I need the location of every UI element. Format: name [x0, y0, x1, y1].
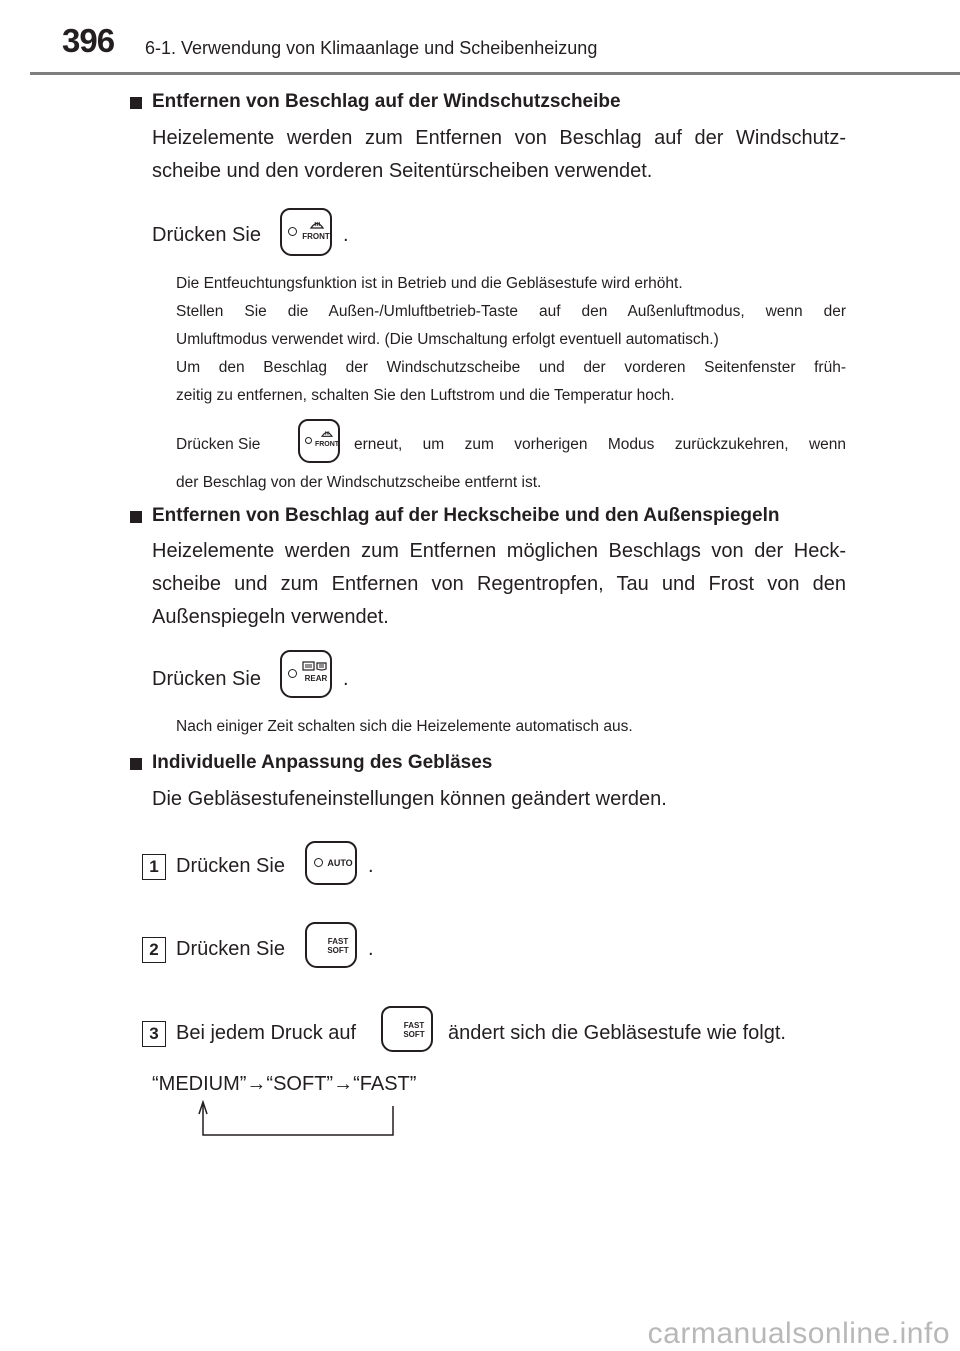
indicator-icon [288, 227, 297, 236]
fast-soft-button [381, 1006, 433, 1052]
windshield-defogger-icon [309, 218, 325, 230]
note-line: Um den Beschlag der Windschutzscheibe und der vorderen Seitenfenster früh- [176, 359, 846, 376]
front-defogger-button [280, 208, 332, 256]
press-instruction: Drücken Sie [152, 224, 261, 246]
note: Nach einiger Zeit schalten sich die Heizelemente automatisch aus. [176, 718, 633, 735]
step-end: . [368, 855, 374, 877]
press-end: . [343, 224, 349, 246]
step-text: Drücken Sie [176, 938, 285, 960]
auto-button [305, 841, 357, 885]
note-press-end: erneut, um zum vorherigen Modus zurückzukehren, wenn [354, 436, 846, 453]
button-label: AUTO [327, 858, 353, 868]
note-line: Die Entfeuchtungsfunktion ist in Betrieb und die Gebläsestufe wird erhöht. [176, 275, 683, 292]
cycle-return-arrow-icon [195, 1100, 400, 1140]
step-text: Bei jedem Druck auf [176, 1022, 357, 1044]
section-heading: Entfernen von Beschlag auf der Windschutzscheibe [152, 91, 621, 112]
fast-soft-button [305, 922, 357, 968]
body-line: Heizelemente werden zum Entfernen von Beschlag auf der Windschutz- [152, 127, 846, 149]
note-line: Umluftmodus verwendet wird. (Die Umschaltung erfolgt eventuell automatisch.) [176, 331, 719, 348]
step-end: ändert sich die Gebläsestufe wie folgt. [448, 1022, 786, 1044]
rear-defogger-button [280, 650, 332, 698]
button-label: FAST SOFT [403, 1021, 425, 1039]
step-end: . [368, 938, 374, 960]
windshield-defogger-icon [320, 428, 334, 438]
page-number: 396 [62, 22, 115, 59]
press-end: . [343, 668, 349, 690]
button-label: REAR [304, 674, 328, 683]
bullet-square-icon [130, 97, 142, 109]
press-instruction: Drücken Sie [152, 668, 261, 690]
section-heading: Entfernen von Beschlag auf der Heckscheibe und den Außenspiegeln [152, 505, 780, 526]
note-press: Drücken Sie [176, 436, 261, 453]
section-body [152, 535, 846, 634]
header-divider [30, 72, 960, 75]
step-number: 3 [142, 1021, 166, 1047]
section-body: Die Gebläsestufeneinstellungen können geändert werden. [152, 788, 667, 810]
indicator-icon [305, 437, 312, 444]
front-defogger-button-small [298, 419, 340, 463]
body-line: Außenspiegeln verwendet. [152, 606, 389, 628]
notes [176, 270, 846, 410]
bullet-square-icon [130, 511, 142, 523]
note-line: Stellen Sie die Außen-/Umluftbetrieb-Taste auf den Außenluftmodus, wenn der [176, 303, 846, 320]
button-label: FRONT [302, 232, 330, 241]
bullet-square-icon [130, 758, 142, 770]
body-line: Heizelemente werden zum Entfernen möglichen Beschlags von der Heck- [152, 540, 846, 562]
indicator-icon [288, 669, 297, 678]
indicator-icon [314, 858, 323, 867]
body-line: scheibe und den vorderen Seitentürscheiben verwendet. [152, 160, 653, 182]
step-text: Drücken Sie [176, 855, 285, 877]
note-line: zeitig zu entfernen, schalten Sie den Luftstrom und die Temperatur hoch. [176, 387, 675, 404]
section-heading: Individuelle Anpassung des Gebläses [152, 752, 493, 773]
section-title: 6-1. Verwendung von Klimaanlage und Scheibenheizung [145, 38, 598, 58]
watermark: carmanualsonline.info [647, 1317, 950, 1350]
button-label: FAST SOFT [327, 937, 349, 955]
section-body [152, 122, 846, 188]
rear-window-mirror-icon [302, 661, 328, 672]
body-line: scheibe und zum Entfernen von Regentropfen, Tau und Frost von den [152, 573, 846, 595]
step-number: 1 [142, 854, 166, 880]
step-number: 2 [142, 937, 166, 963]
button-label: FRONT [314, 441, 340, 448]
fan-mode-cycle: “MEDIUM”→“SOFT”→“FAST” [152, 1073, 417, 1095]
note-press-line2: der Beschlag von der Windschutzscheibe entfernt ist. [176, 474, 542, 491]
